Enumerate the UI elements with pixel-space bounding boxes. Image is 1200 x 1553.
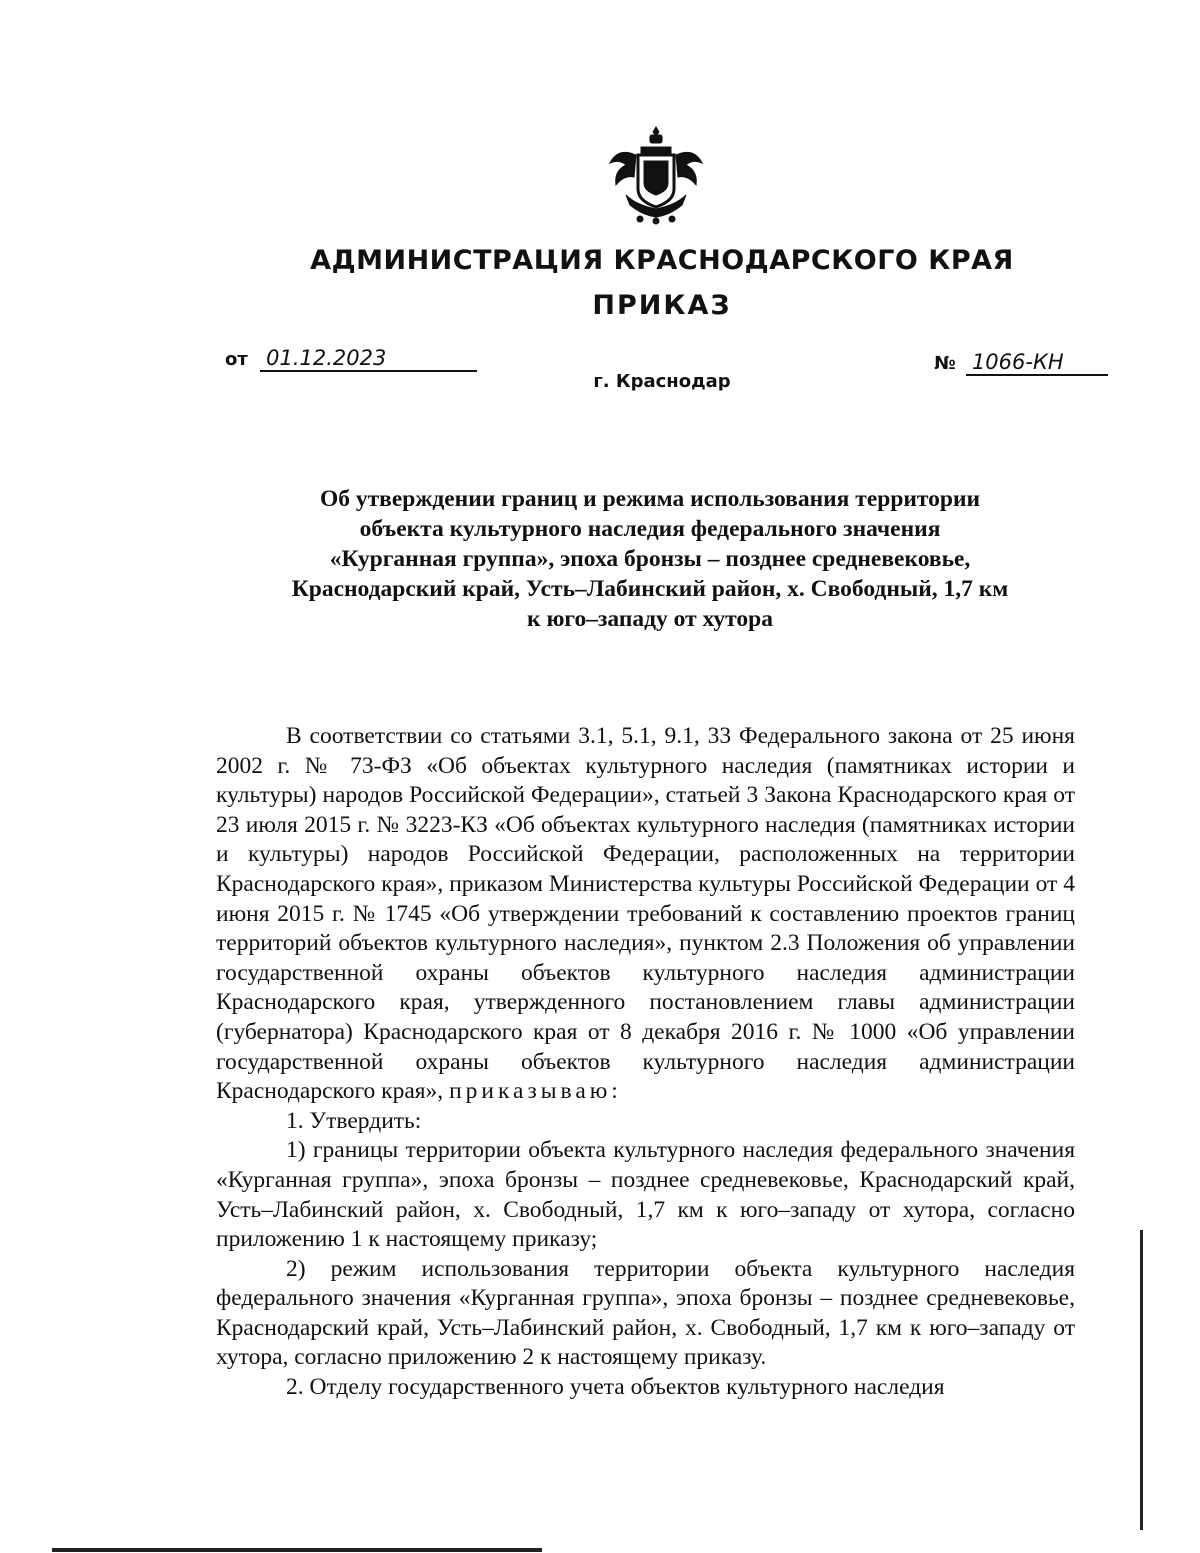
document-title <box>220 484 1080 634</box>
document-type: ПРИКАЗ <box>592 290 732 321</box>
scan-edge-line <box>1140 1230 1143 1530</box>
date-prefix: от <box>225 349 248 370</box>
item-2: 2. Отделу государственного учета объектов культурного наследия <box>286 1374 945 1401</box>
city: г. Краснодар <box>593 371 731 392</box>
title-line: к юго–западу от хутора <box>527 606 773 632</box>
scan-bottom-line <box>52 1548 542 1552</box>
title-line: Об утверждении границ и режима использования территории <box>319 486 981 512</box>
preamble-paragraph <box>216 722 1075 1107</box>
item-1: 1. Утвердить: <box>286 1107 422 1134</box>
order-word: приказываю: <box>449 1078 622 1105</box>
document-body <box>216 722 1075 1403</box>
title-line: объекта культурного наследия федерального значения <box>359 516 941 542</box>
number-prefix: № <box>934 353 956 374</box>
item-1-2: 2) режим использования территории объекта культурного наследия федерального значения «Курганная группа», эпоха бронзы – позднее средневековье, Краснодарский край, Усть–Лабинский район, х. Свободный, 1,7 км к юго–западу от хутора, согласно приложению 2 к настоящему приказу. <box>216 1255 1075 1371</box>
item-1-1: 1) границы территории объекта культурного наследия федерального значения «Курганная группа», эпоха бронзы – позднее средневековье, Краснодарский край, Усть–Лабинский район, х. Свободный, 1,7 км к юго–западу от хутора, согласно приложению 1 к настоящему приказу; <box>216 1137 1075 1253</box>
title-line: Краснодарский край, Усть–Лабинский район, х. Свободный, 1,7 км <box>291 576 1009 602</box>
handwritten-number: 1066-КН <box>966 350 1108 376</box>
handwritten-date: 01.12.2023 <box>260 346 477 372</box>
preamble-text: В соответствии со статьями 3.1, 5.1, 9.1, 33 Федерального закона от 25 июня 2002 г. № 73-ФЗ «Об объектах культурного наследия (памятниках истории и культуры) народов Российской Федерации», статьей 3 Закона Краснодарского края от 23 июля 2015 г. № 3223-КЗ «Об объектах культурного наследия (памятниках истории и культуры) народов Российской Федерации, расположенных на территории Краснодарского края», приказом Министерства культуры Российской Федерации от 4 июня 2015 г. № 1745 «Об утверждении требований к составлению проектов границ территорий объектов культурного наследия», пунктом 2.3 Положения об управлении государственной охраны объектов культурного наследия администрации Краснодарского края, утвержденного постановлением главы администрации (губернатора) Краснодарского края от 8 декабря 2016 г. № 1000 «Об управлении государственной охраны объектов культурного наследия администрации Краснодарского края», <box>216 723 1075 1105</box>
organization-name: АДМИНИСТРАЦИЯ КРАСНОДАРСКОГО КРАЯ <box>310 245 1014 276</box>
date-field <box>225 346 477 372</box>
title-line: «Курганная группа», эпоха бронзы – позднее средневековье, <box>329 546 971 572</box>
coat-of-arms-emblem <box>606 125 706 225</box>
